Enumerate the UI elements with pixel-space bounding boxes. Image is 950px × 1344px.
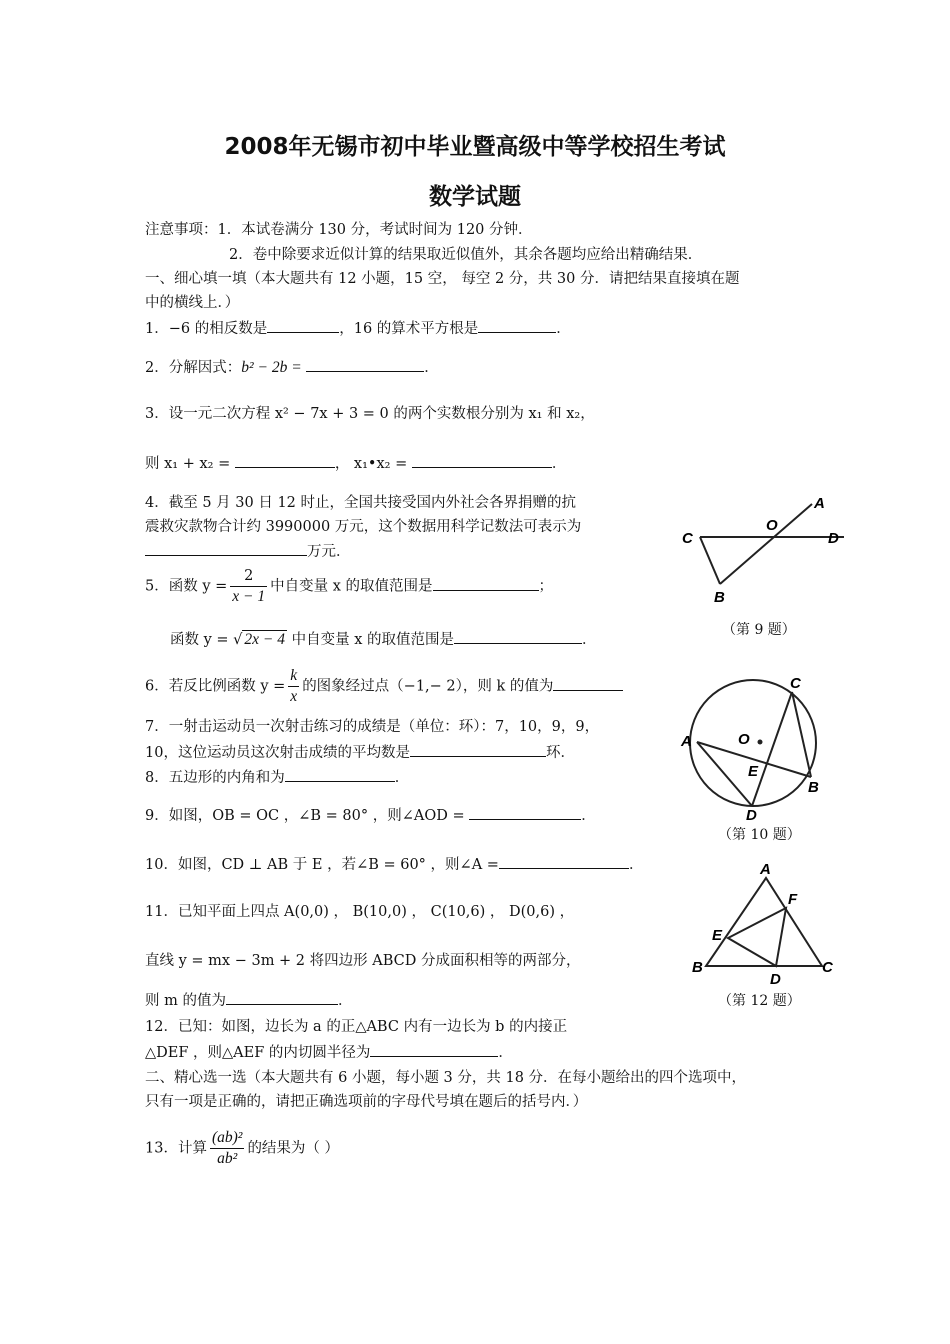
question-8 bbox=[145, 766, 409, 789]
fig12-label-d: D bbox=[770, 971, 781, 988]
fig12-triangle-def bbox=[728, 908, 786, 966]
q5-func-b: 函数 y = bbox=[170, 632, 229, 648]
notice-label: 注意事项： bbox=[145, 222, 218, 238]
fig12-label-e: E bbox=[712, 927, 723, 944]
q13-fraction bbox=[210, 1128, 244, 1169]
question-13 bbox=[145, 1128, 339, 1169]
fig10-label-d: D bbox=[746, 807, 757, 820]
question-4-line3 bbox=[145, 540, 351, 563]
q8-end: ． bbox=[394, 770, 410, 786]
question-11-line1: 11．已知平面上四点 A(0,0) ， B(10,0) ， C(10,6) ， D(0,6) ， bbox=[145, 904, 575, 920]
q6-fraction bbox=[288, 666, 299, 707]
question-10 bbox=[145, 853, 643, 876]
question-2 bbox=[145, 356, 439, 379]
notice-item2: 2．卷中除要求近似计算的结果取近似值外，其余各题均应给出精确结果． bbox=[229, 247, 703, 263]
question-12-line1: 12．已知：如图，边长为 a 的正△ABC 内有一边长为 b 的内接正 bbox=[145, 1019, 568, 1035]
notice-line1 bbox=[145, 219, 533, 241]
q2-expression: b² − 2b = bbox=[241, 359, 302, 376]
fig10-label-c: C bbox=[790, 675, 801, 692]
q8-text: 8．五边形的内角和为 bbox=[145, 770, 285, 786]
q6-answer-blank[interactable] bbox=[553, 675, 623, 691]
question-5-line1 bbox=[145, 566, 553, 607]
q1-text-b: ，16 的算术平方根是 bbox=[339, 321, 479, 337]
q2-answer-blank[interactable] bbox=[306, 356, 424, 372]
q6-numerator: k bbox=[288, 666, 299, 687]
q7-text: 10，这位运动员这次射击成绩的平均数是 bbox=[145, 745, 410, 761]
section2-line1: 二、精心选一选（本大题共有 6 小题，每小题 3 分，共 18 分．在每小题给出的四个选项中， bbox=[145, 1070, 747, 1086]
q5-text-a: 中自变量 x 的取值范围是 bbox=[270, 578, 433, 595]
section1-line1: 一、细心填一填（本大题共有 12 小题，15 空， 每空 2 分，共 30 分．请把结果直接填在题 bbox=[145, 271, 740, 287]
question-3-line1: 3．设一元二次方程 x² − 7x + 3 = 0 的两个实数根分别为 x₁ 和 x₂， bbox=[145, 406, 595, 422]
q8-answer-blank[interactable] bbox=[285, 766, 395, 782]
q13-text: 13．计算 bbox=[145, 1140, 207, 1157]
fig9-label-a: A bbox=[814, 495, 825, 512]
q3-answer-blank-2[interactable] bbox=[412, 452, 552, 468]
q5-numerator: 2 bbox=[230, 566, 267, 587]
q13-denominator: ab² bbox=[217, 1150, 238, 1167]
q1-answer-blank-1[interactable] bbox=[267, 317, 339, 333]
q5-fraction bbox=[230, 566, 267, 607]
fig10-label-b: B bbox=[808, 779, 819, 796]
q5-denominator: x − 1 bbox=[232, 588, 266, 605]
notice-item1: 1．本试卷满分 130 分，考试时间为 120 分钟． bbox=[217, 222, 533, 238]
figure-12 bbox=[690, 860, 840, 988]
fig10-label-a: A bbox=[681, 733, 692, 750]
fig12-label-b: B bbox=[692, 959, 703, 976]
question-7-line1: 7．一射击运动员一次射击练习的成绩是（单位：环）：7，10，9，9， bbox=[145, 719, 600, 735]
q1-answer-blank-2[interactable] bbox=[478, 317, 556, 333]
q5-func-a: 5．函数 y = bbox=[145, 578, 228, 595]
q11-answer-blank[interactable] bbox=[226, 989, 338, 1005]
question-3-line2 bbox=[145, 452, 566, 475]
q9-answer-blank[interactable] bbox=[469, 804, 581, 820]
question-1 bbox=[145, 317, 571, 340]
q6-text-b: 的图象经过点（−1,− 2），则 k 的值为 bbox=[302, 678, 554, 695]
figure-9 bbox=[672, 492, 852, 610]
section2-line2: 只有一项是正确的，请把正确选项前的字母代号填在题后的括号内．） bbox=[145, 1094, 588, 1110]
q9-text: 9．如图，OB = OC ，∠B = 80° ，则∠AOD = bbox=[145, 808, 465, 824]
q9-end: ． bbox=[581, 808, 596, 824]
q5-text-b: 中自变量 x 的取值范围是 bbox=[291, 632, 455, 648]
q2-end: ． bbox=[424, 360, 439, 376]
question-9 bbox=[145, 804, 596, 827]
q5-answer-blank-2[interactable] bbox=[454, 628, 582, 644]
q13-numerator: (ab)² bbox=[210, 1128, 244, 1149]
q1-text-c: ． bbox=[556, 321, 571, 337]
fig9-label-b: B bbox=[714, 589, 725, 606]
q5-semicolon: ； bbox=[538, 578, 554, 595]
fig12-label-a: A bbox=[760, 861, 771, 878]
q6-denominator: x bbox=[290, 688, 298, 705]
q4-unit: 万元． bbox=[307, 544, 351, 560]
q12-text: △DEF ，则△AEF 的内切圆半径为 bbox=[145, 1045, 371, 1061]
question-4-line1: 4．截至 5 月 30 日 12 时止，全国共接受国内外社会各界捐赠的抗 bbox=[145, 495, 577, 511]
fig10-label-e: E bbox=[748, 763, 759, 780]
q10-answer-blank[interactable] bbox=[499, 853, 629, 869]
page-subtitle: 数学试题 bbox=[429, 184, 521, 210]
question-4-line2: 震救灾款物合计约 3990000 万元，这个数据用科学记数法可表示为 bbox=[145, 519, 582, 535]
question-5-line2: 函数 y = √ 2x − 4 中自变量 x 的取值范围是 ． bbox=[170, 628, 597, 651]
q12-answer-blank[interactable] bbox=[370, 1041, 498, 1057]
fig10-line-cd bbox=[752, 692, 792, 806]
q3-sum: 则 x₁ + x₂ = bbox=[145, 456, 231, 472]
fig10-label-o: O bbox=[738, 731, 750, 748]
q3-end: ． bbox=[551, 456, 567, 472]
fig9-caption: （第 9 题） bbox=[722, 622, 796, 638]
fig9-label-o: O bbox=[766, 517, 778, 534]
q5-end: ． bbox=[582, 632, 597, 648]
q1-text-a: 1．−6 的相反数是 bbox=[145, 321, 268, 337]
q10-text: 10．如图，CD ⊥ AB 于 E ，若∠B = 60° ，则∠A = bbox=[145, 857, 499, 873]
fig9-label-c: C bbox=[682, 530, 693, 547]
page-title: 2008年无锡市初中毕业暨高级中等学校招生考试 bbox=[224, 134, 726, 160]
q7-unit: 环． bbox=[545, 745, 575, 761]
fig10-circle bbox=[690, 680, 816, 806]
q12-end: ． bbox=[498, 1045, 513, 1061]
section1-line2: 中的横线上．） bbox=[145, 295, 240, 311]
q2-text: 2．分解因式： bbox=[145, 360, 242, 376]
fig12-label-f: F bbox=[788, 891, 798, 908]
q13-answer-bracket[interactable]: 的结果为（ ） bbox=[247, 1140, 340, 1157]
q5-answer-blank-1[interactable] bbox=[433, 575, 539, 591]
fig9-label-d: D bbox=[828, 530, 839, 547]
question-11-line2: 直线 y = mx − 3m + 2 将四边形 ABCD 分成面积相等的两部分， bbox=[145, 953, 581, 969]
fig12-triangle-abc bbox=[706, 878, 822, 966]
q4-answer-blank[interactable] bbox=[145, 540, 307, 556]
q5-radicand: 2x − 4 bbox=[244, 631, 286, 648]
q3-answer-blank-1[interactable] bbox=[235, 452, 335, 468]
fig10-line-cb bbox=[792, 692, 811, 777]
fig9-line-cb bbox=[700, 537, 720, 584]
q11-end: ． bbox=[337, 993, 353, 1009]
fig12-label-c: C bbox=[822, 959, 833, 976]
q10-end: ． bbox=[628, 857, 644, 873]
q11-text: 则 m 的值为 bbox=[145, 993, 226, 1009]
question-7-line2 bbox=[145, 741, 575, 764]
fig10-line-ad bbox=[697, 742, 752, 806]
figure-10 bbox=[676, 672, 826, 820]
q3-product: ， x₁•x₂ = bbox=[334, 456, 408, 472]
fig9-line-ba bbox=[720, 504, 812, 584]
fig12-caption: （第 12 题） bbox=[718, 993, 801, 1009]
fig10-center-dot bbox=[758, 740, 763, 745]
q6-text-a: 6．若反比例函数 y = bbox=[145, 678, 286, 695]
question-11-line3 bbox=[145, 989, 352, 1012]
fig10-caption: （第 10 题） bbox=[718, 827, 801, 843]
question-6 bbox=[145, 666, 623, 707]
question-12-line2 bbox=[145, 1041, 513, 1064]
q7-answer-blank[interactable] bbox=[410, 741, 546, 757]
